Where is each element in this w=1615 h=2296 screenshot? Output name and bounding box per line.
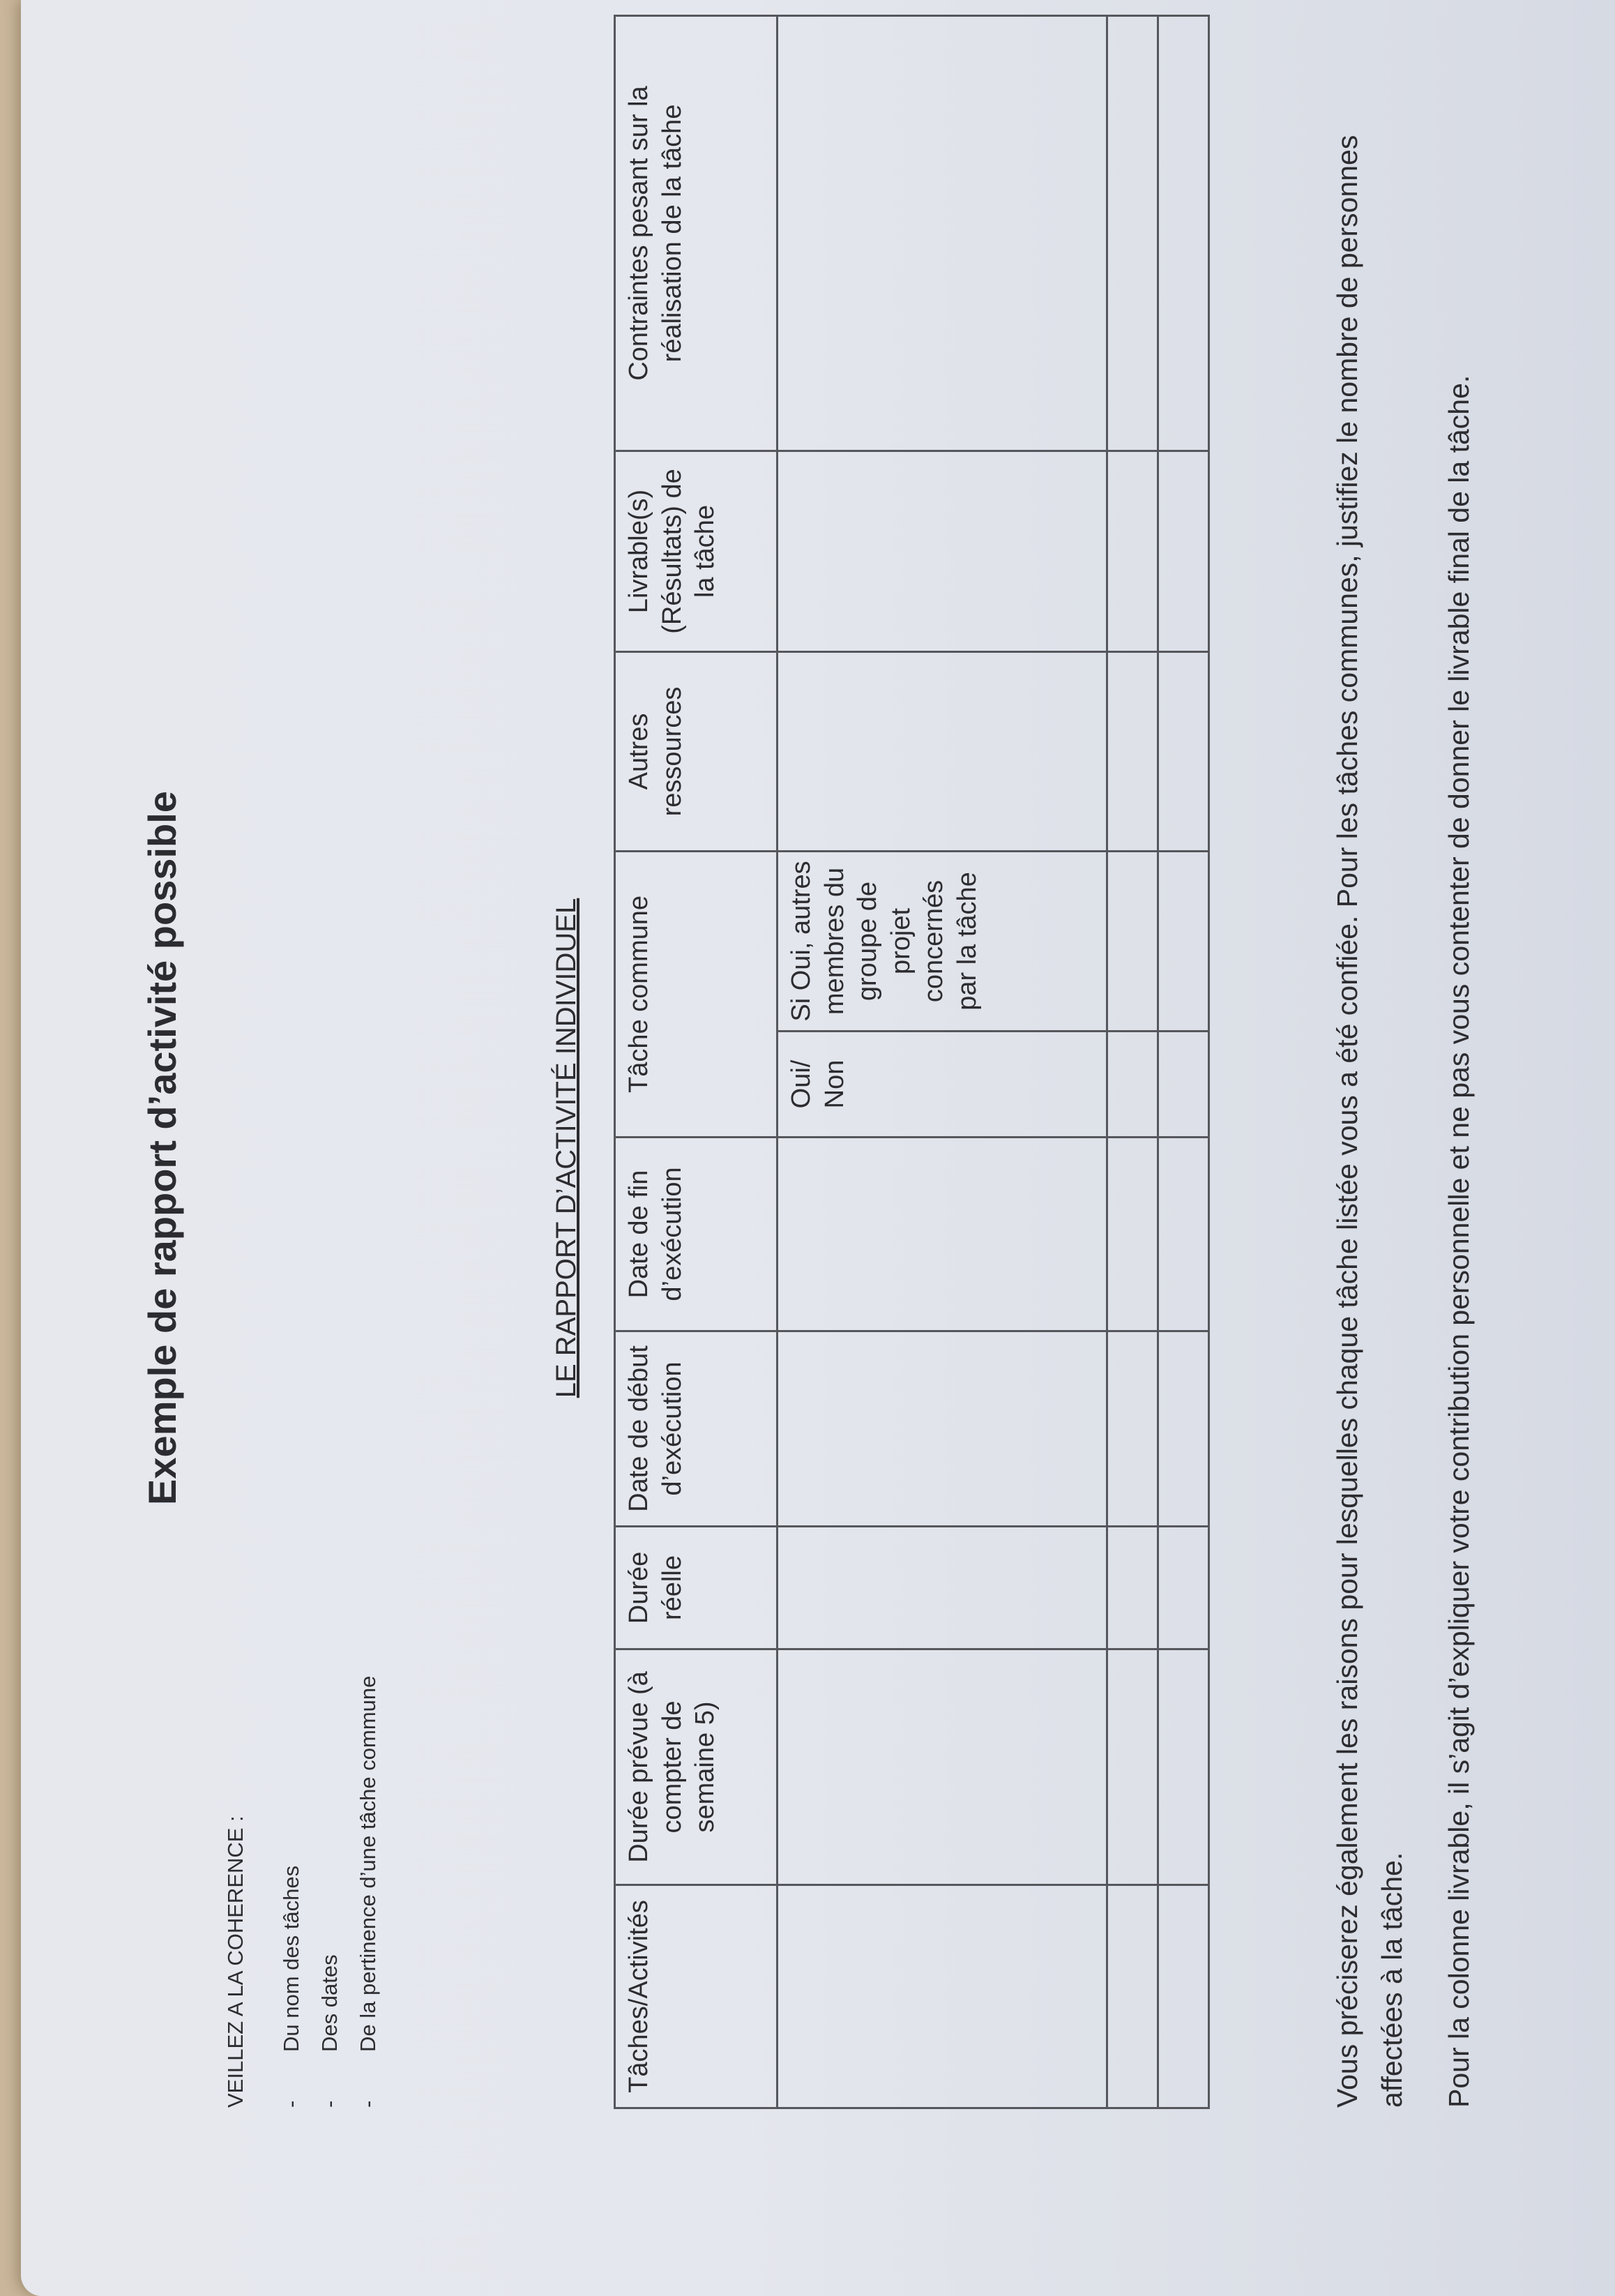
table-cell xyxy=(1107,1649,1158,1885)
subheader-yes-no: Oui/ Non xyxy=(778,1032,1107,1138)
col-header-constraints: Contraintes pesant sur la réalisation de la tâche xyxy=(615,15,778,451)
table-cell xyxy=(778,1885,1107,2108)
criteria-text: Du nom des tâches xyxy=(278,1865,303,2052)
table-cell xyxy=(778,451,1107,651)
table-cell xyxy=(1107,651,1158,851)
paper-sheet xyxy=(21,0,1615,2296)
table-cell xyxy=(1158,1331,1209,1527)
col-header-end-date: Date de fin d’exécution xyxy=(615,1138,778,1331)
report-title: LE RAPPORT D’ACTIVITÉ INDIVIDUEL xyxy=(551,898,582,1398)
table-cell xyxy=(1158,851,1209,1031)
table-cell xyxy=(1107,1331,1158,1527)
table-cell xyxy=(1158,15,1209,451)
table-cell xyxy=(1158,1649,1209,1885)
col-header-other-resources: Autres ressources xyxy=(615,651,778,851)
table-subheader-row xyxy=(778,15,1107,2108)
bullet-dash: - xyxy=(317,2100,342,2108)
list-item xyxy=(349,1676,387,2108)
col-header-actual-duration: Durée réelle xyxy=(615,1527,778,1649)
table-cell xyxy=(1107,851,1158,1031)
table-header-row xyxy=(615,15,778,2108)
table-cell xyxy=(1107,1885,1158,2108)
table-cell xyxy=(1107,451,1158,651)
subheader-if-yes-members: Si Oui, autres membres du groupe de projet concernés par la tâche xyxy=(778,851,1107,1031)
table-cell xyxy=(778,1649,1107,1885)
document-title: Exemple de rapport d’activité possible xyxy=(140,791,184,1505)
document-content xyxy=(21,0,1615,2296)
instructions-heading: VEILLEZ A LA COHERENCE : xyxy=(223,1815,248,2108)
table-cell xyxy=(778,1138,1107,1331)
col-header-common-task: Tâche commune xyxy=(615,851,778,1137)
bullet-dash: - xyxy=(278,2100,303,2108)
table-cell xyxy=(1158,451,1209,651)
criteria-text: Des dates xyxy=(317,1954,342,2052)
table-cell xyxy=(778,15,1107,451)
col-header-planned-duration: Durée prévue (à compter de semaine 5) xyxy=(615,1649,778,1885)
table-cell xyxy=(1107,1138,1158,1331)
col-header-start-date: Date de début d’exécution xyxy=(615,1331,778,1527)
table-cell xyxy=(1158,651,1209,851)
col-header-deliverables: Livrable(s) (Résultats) de la tâche xyxy=(615,451,778,651)
paragraph-deliverable-column: Pour la colonne livrable, il s’agit d’expliquer votre contribution personnelle et ne pas vous contenter de donner le livrable final de la tâche. xyxy=(1443,375,1475,2108)
col-header-tasks: Tâches/Activités xyxy=(615,1885,778,2108)
table-row xyxy=(1158,15,1209,2108)
bullet-dash: - xyxy=(355,2100,380,2108)
table-row xyxy=(1107,15,1158,2108)
activity-report-table xyxy=(614,15,1210,2109)
criteria-list xyxy=(272,1676,387,2108)
table-cell xyxy=(1158,1885,1209,2108)
table-cell xyxy=(1107,15,1158,451)
table-cell xyxy=(1107,1527,1158,1649)
table-cell xyxy=(1158,1138,1209,1331)
table-cell xyxy=(778,651,1107,851)
list-item xyxy=(272,1676,310,2108)
table-cell xyxy=(1158,1527,1209,1649)
table-cell xyxy=(1107,1032,1158,1138)
table-cell xyxy=(778,1331,1107,1527)
paragraph-task-reasons: Vous préciserez également les raisons pour lesquelles chaque tâche listée vous a été confiée. Pour les tâches communes, justifiez le nombre de personnes affectées à la tâche. xyxy=(1331,135,1408,2108)
table-cell xyxy=(778,1527,1107,1649)
list-item xyxy=(310,1676,349,2108)
criteria-text: De la pertinence d’une tâche commune xyxy=(355,1675,380,2052)
table-cell xyxy=(1158,1032,1209,1138)
